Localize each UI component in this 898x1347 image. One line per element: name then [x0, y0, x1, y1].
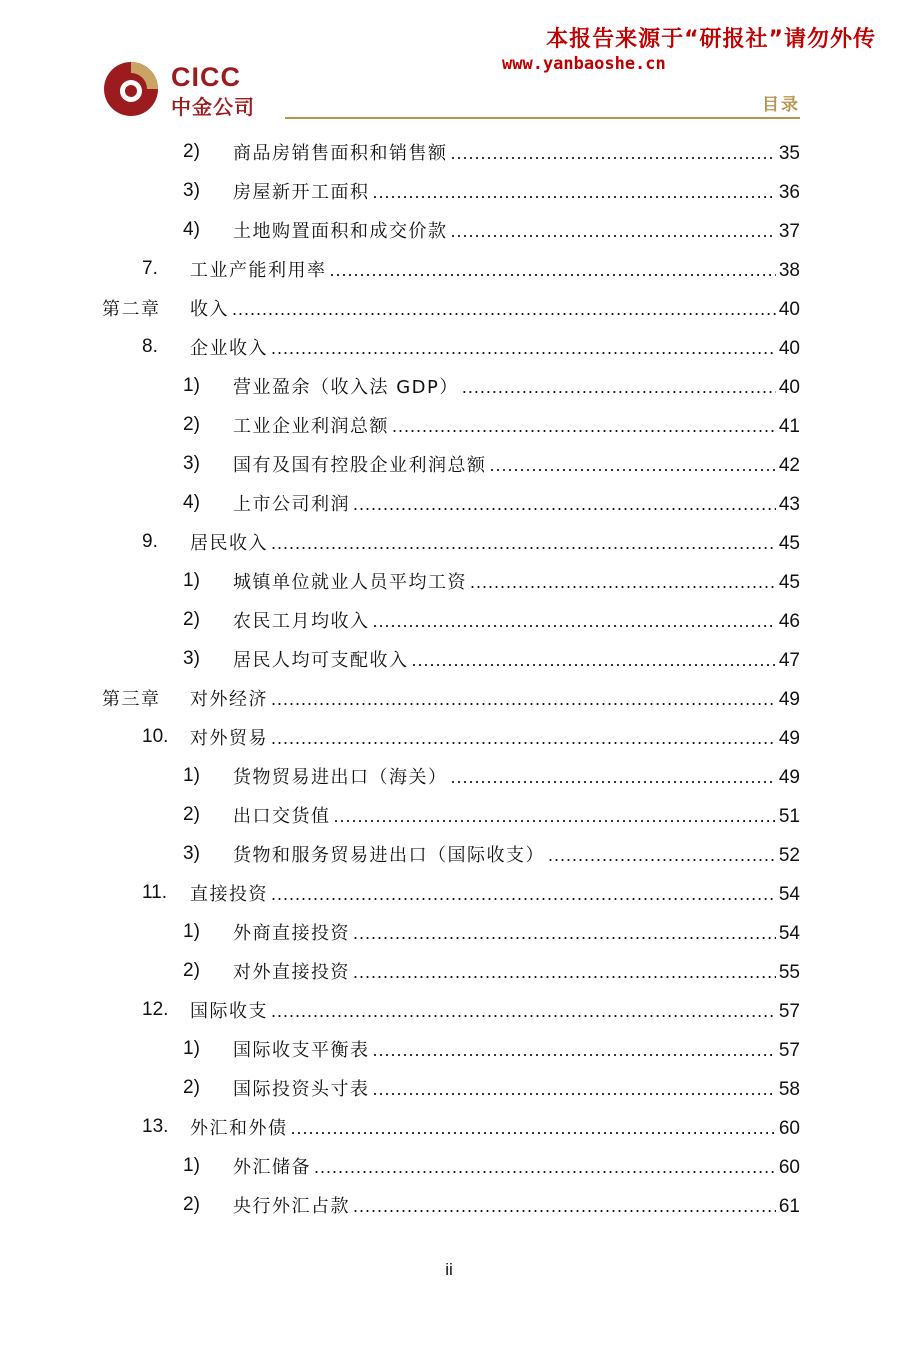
toc-entry[interactable]: [0, 366, 800, 405]
toc-dot-leader: [470, 572, 776, 593]
watermark-title: 本报告来源于“研报社”请勿外传: [546, 27, 876, 52]
toc-entry[interactable]: [0, 522, 800, 561]
toc-entry-title: 国际收支平衡表: [233, 1039, 370, 1061]
toc-dot-leader: [373, 182, 776, 203]
toc-entry[interactable]: [0, 444, 800, 483]
toc-entry-title: 商品房销售面积和销售额: [233, 142, 448, 164]
toc-entry[interactable]: [0, 561, 800, 600]
watermark-url: www.yanbaoshe.cn: [502, 54, 666, 74]
toc-entry-title: 对外贸易: [190, 727, 268, 749]
toc-entry-title: 居民人均可支配收入: [233, 649, 409, 671]
toc-entry-page: 49: [778, 766, 800, 788]
toc-entry[interactable]: [0, 327, 800, 366]
cicc-logo: [103, 60, 263, 120]
toc-entry[interactable]: [0, 873, 800, 912]
toc-entry[interactable]: [0, 678, 800, 717]
toc-entry-title: 外汇和外债: [190, 1117, 288, 1139]
toc-entry-title: 国际收支: [190, 1000, 268, 1022]
toc-entry-page: 61: [778, 1195, 800, 1217]
toc-entry-page: 37: [778, 220, 800, 242]
toc-entry-number: 9.: [142, 530, 158, 552]
toc-entry-number: 4): [183, 491, 200, 513]
toc-entry-page: 52: [778, 844, 800, 866]
toc-entry[interactable]: [0, 132, 800, 171]
toc-entry-number: 3): [183, 842, 200, 864]
toc-entry[interactable]: [0, 1146, 800, 1185]
footer-page-number: ii: [445, 1260, 453, 1279]
toc-entry-number: 13.: [142, 1115, 169, 1137]
toc-entry-page: 60: [778, 1117, 800, 1139]
toc-entry-page: 60: [778, 1156, 800, 1178]
toc-entry-number: 4): [183, 218, 200, 240]
section-label: 目录: [762, 95, 800, 115]
toc-entry-title: 货物贸易进出口（海关）: [233, 766, 448, 788]
toc-dot-leader: [232, 299, 776, 320]
toc-entry-number: 2): [183, 959, 200, 981]
toc-entry-page: 38: [778, 259, 800, 281]
toc-entry-title: 国有及国有控股企业利润总额: [233, 454, 487, 476]
toc-entry-title: 对外直接投资: [233, 961, 350, 983]
toc-entry[interactable]: [0, 483, 800, 522]
toc-entry[interactable]: [0, 1068, 800, 1107]
toc-dot-leader: [271, 533, 776, 554]
toc-entry-title: 农民工月均收入: [233, 610, 370, 632]
toc-entry-page: 40: [778, 337, 800, 359]
toc-dot-leader: [271, 338, 776, 359]
toc-entry-page: 45: [778, 571, 800, 593]
toc-entry-page: 40: [778, 298, 800, 320]
header-divider: [285, 117, 800, 119]
logo-english-text: CICC: [171, 62, 241, 92]
toc-dot-leader: [548, 845, 776, 866]
toc-dot-leader: [451, 143, 776, 164]
toc-entry[interactable]: [0, 756, 800, 795]
toc-entry-page: 46: [778, 610, 800, 632]
toc-dot-leader: [373, 611, 776, 632]
toc-dot-leader: [490, 455, 776, 476]
toc-entry-title: 房屋新开工面积: [233, 181, 370, 203]
toc-entry[interactable]: [0, 912, 800, 951]
toc-entry-page: 43: [778, 493, 800, 515]
toc-dot-leader: [271, 728, 776, 749]
toc-entry[interactable]: [0, 405, 800, 444]
toc-entry-title: 工业产能利用率: [190, 259, 327, 281]
toc-entry[interactable]: [0, 1029, 800, 1068]
toc-entry-title: 对外经济: [190, 688, 268, 710]
toc-entry-number: 2): [183, 1076, 200, 1098]
toc-dot-leader: [392, 416, 776, 437]
toc-entry-title: 货物和服务贸易进出口（国际收支）: [233, 844, 545, 866]
toc-entry-title: 出口交货值: [233, 805, 331, 827]
toc-entry-number: 第三章: [102, 688, 161, 710]
toc-entry-page: 42: [778, 454, 800, 476]
toc-entry[interactable]: [0, 600, 800, 639]
toc-entry[interactable]: [0, 210, 800, 249]
toc-entry-number: 1): [183, 1154, 200, 1176]
toc-dot-leader: [353, 923, 776, 944]
toc-entry-number: 3): [183, 452, 200, 474]
toc-entry-number: 2): [183, 803, 200, 825]
toc-entry-page: 57: [778, 1039, 800, 1061]
toc-entry[interactable]: [0, 834, 800, 873]
toc-dot-leader: [271, 884, 776, 905]
toc-entry-page: 40: [778, 376, 800, 398]
toc-dot-leader: [271, 1001, 776, 1022]
toc-entry-title: 居民收入: [190, 532, 268, 554]
toc-dot-leader: [353, 494, 776, 515]
toc-entry-number: 10.: [142, 725, 169, 747]
toc-dot-leader: [451, 767, 776, 788]
toc-entry[interactable]: [0, 951, 800, 990]
toc-entry-title: 国际投资头寸表: [233, 1078, 370, 1100]
toc-entry[interactable]: [0, 288, 800, 327]
toc-entry-number: 2): [183, 140, 200, 162]
toc-dot-leader: [412, 650, 776, 671]
toc-entry-title: 营业盈余（收入法 GDP）: [233, 376, 459, 398]
toc-entry-page: 57: [778, 1000, 800, 1022]
toc-entry-title: 外商直接投资: [233, 922, 350, 944]
toc-entry-page: 41: [778, 415, 800, 437]
toc-entry-number: 12.: [142, 998, 169, 1020]
toc-entry-page: 55: [778, 961, 800, 983]
toc-entry-number: 2): [183, 1193, 200, 1215]
toc-entry-number: 3): [183, 179, 200, 201]
toc-dot-leader: [353, 1196, 776, 1217]
toc-entry-number: 1): [183, 374, 200, 396]
toc-entry-number: 1): [183, 569, 200, 591]
toc-entry-page: 54: [778, 883, 800, 905]
toc-entry[interactable]: [0, 171, 800, 210]
toc-entry-number: 2): [183, 608, 200, 630]
toc-entry-page: 49: [778, 727, 800, 749]
logo-chinese-text: 中金公司: [171, 95, 255, 119]
toc-entry-title: 外汇储备: [233, 1156, 311, 1178]
toc-entry[interactable]: [0, 717, 800, 756]
toc-entry-title: 直接投资: [190, 883, 268, 905]
toc-entry-number: 8.: [142, 335, 158, 357]
toc-entry-page: 51: [778, 805, 800, 827]
toc-entry-title: 土地购置面积和成交价款: [233, 220, 448, 242]
cicc-logo-mark-icon: [103, 61, 159, 117]
toc-dot-leader: [291, 1118, 776, 1139]
toc-entry-number: 7.: [142, 257, 158, 279]
toc-entry-title: 城镇单位就业人员平均工资: [233, 571, 467, 593]
toc-entry-number: 第二章: [102, 298, 161, 320]
toc-entry-page: 45: [778, 532, 800, 554]
toc-entry-page: 54: [778, 922, 800, 944]
toc-dot-leader: [353, 962, 776, 983]
toc-entry-page: 36: [778, 181, 800, 203]
toc-entry[interactable]: [0, 249, 800, 288]
toc-entry-page: 47: [778, 649, 800, 671]
toc-entry-number: 3): [183, 647, 200, 669]
toc-entry-page: 49: [778, 688, 800, 710]
toc-dot-leader: [314, 1157, 776, 1178]
toc-entry-number: 1): [183, 1037, 200, 1059]
toc-dot-leader: [373, 1040, 776, 1061]
toc-entry[interactable]: [0, 1107, 800, 1146]
toc-dot-leader: [451, 221, 776, 242]
toc-dot-leader: [334, 806, 776, 827]
toc-entry-number: 11.: [142, 881, 168, 903]
toc-entry[interactable]: [0, 990, 800, 1029]
toc-entry-number: 1): [183, 920, 200, 942]
toc-entry-number: 1): [183, 764, 200, 786]
toc-dot-leader: [373, 1079, 776, 1100]
toc-entry[interactable]: [0, 795, 800, 834]
toc-entry-page: 58: [778, 1078, 800, 1100]
toc-entry-title: 上市公司利润: [233, 493, 350, 515]
toc-entry[interactable]: [0, 1185, 800, 1224]
toc-entry-page: 35: [778, 142, 800, 164]
toc-entry[interactable]: [0, 639, 800, 678]
toc-dot-leader: [271, 689, 776, 710]
toc-entry-title: 企业收入: [190, 337, 268, 359]
toc-dot-leader: [462, 377, 776, 398]
toc-entry-title: 收入: [190, 298, 229, 320]
toc-dot-leader: [330, 260, 776, 281]
toc-entry-title: 工业企业利润总额: [233, 415, 389, 437]
toc-entry-title: 央行外汇占款: [233, 1195, 350, 1217]
toc-entry-number: 2): [183, 413, 200, 435]
